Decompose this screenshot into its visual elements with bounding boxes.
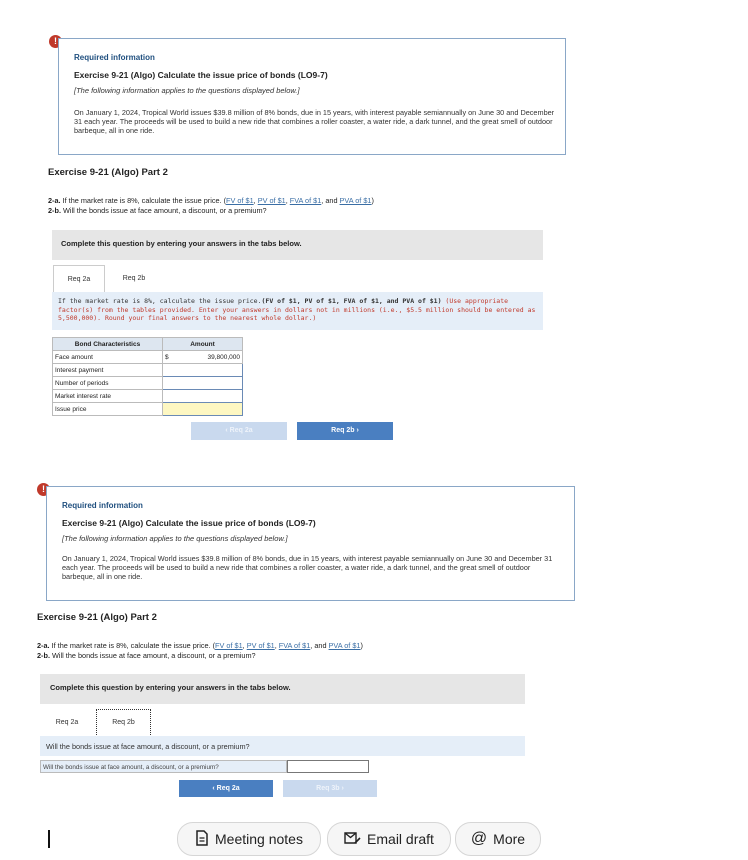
complete-bar bbox=[52, 230, 543, 260]
pva-link[interactable]: PVA of $1 bbox=[328, 641, 361, 650]
problem-text: On January 1, 2024, Tropical World issues $39.8 million of 8% bonds, due in 15 years, with interest payable semiannually on June 30 and December 31 each year. The proceeds will be used to build a new ride that combines a roller coaster, a water ride, a dark tunnel, and the great smell of outdoor barbeque, all in one ride. bbox=[62, 554, 553, 581]
email-edit-icon bbox=[344, 831, 361, 848]
instruction-panel bbox=[52, 292, 543, 330]
info-note: [The following information applies to the questions displayed below.] bbox=[74, 86, 300, 95]
question-2b: 2-b. Will the bonds issue at face amount, a discount, or a premium? bbox=[37, 651, 256, 660]
fva-link[interactable]: FVA of $1 bbox=[278, 641, 311, 650]
dropdown-label: Will the bonds issue at face amount, a discount, or a premium? bbox=[40, 760, 287, 773]
issue-price-input[interactable] bbox=[163, 403, 243, 416]
table-row bbox=[53, 364, 243, 377]
table-row bbox=[53, 377, 243, 390]
row-label: Number of periods bbox=[53, 377, 163, 390]
required-info-box bbox=[58, 38, 566, 155]
next-req-button[interactable]: Req 3b › bbox=[283, 780, 377, 797]
alert-icon: ! bbox=[37, 483, 50, 496]
prev-req-button[interactable]: ‹ Req 2a bbox=[179, 780, 273, 797]
row-label: Issue price bbox=[53, 403, 163, 416]
tab-req-2a[interactable]: Req 2a bbox=[55, 719, 79, 726]
complete-bar-text: Complete this question by entering your answers in the tabs below. bbox=[61, 239, 302, 248]
fv-link[interactable]: FV of $1 bbox=[226, 196, 254, 205]
more-button[interactable]: @ More bbox=[455, 822, 541, 856]
face-amount-value: 39,800,000 bbox=[179, 351, 243, 364]
answer-dropdown[interactable] bbox=[287, 760, 369, 773]
row-label: Market interest rate bbox=[53, 390, 163, 403]
chevron-left-icon: ‹ bbox=[212, 785, 215, 792]
info-note: [The following information applies to the questions displayed below.] bbox=[62, 534, 288, 543]
next-req-button[interactable]: Req 2b › bbox=[297, 422, 393, 440]
complete-bar bbox=[40, 674, 525, 704]
chevron-right-icon: › bbox=[356, 427, 359, 434]
chevron-left-icon: ‹ bbox=[225, 427, 228, 434]
pva-link[interactable]: PVA of $1 bbox=[339, 196, 372, 205]
at-sign-icon: @ bbox=[470, 830, 488, 847]
part-title: Exercise 9-21 (Algo) Part 2 bbox=[48, 167, 168, 178]
pv-link[interactable]: PV of $1 bbox=[257, 196, 286, 205]
tab-req-2a[interactable]: Req 2a bbox=[53, 265, 105, 294]
alert-icon: ! bbox=[49, 35, 62, 48]
text-cursor bbox=[48, 830, 50, 848]
required-info-label: Required information bbox=[62, 501, 143, 510]
question-2a: 2-a. If the market rate is 8%, calculate the issue price. (FV of $1, PV of $1, FVA of $1, and PVA of $1) bbox=[37, 641, 363, 650]
instruction-text: If the market rate is 8%, calculate the issue price.(FV of $1, PV of $1, FVA of $1, and PVA of $1) (Use appropriate factor(s) from the tables provided. Enter your answers in dollars not in millions (i.e., $5.5 million should be entered as 5,500,000). Round your final answers to the nearest whole dollar.) bbox=[58, 297, 536, 322]
table-row bbox=[53, 390, 243, 403]
header-amount: Amount bbox=[163, 338, 243, 351]
header-bond-characteristics: Bond Characteristics bbox=[53, 338, 163, 351]
currency-symbol: $ bbox=[163, 351, 180, 364]
bond-table bbox=[52, 337, 243, 416]
problem-text: On January 1, 2024, Tropical World issues $39.8 million of 8% bonds, due in 15 years, with interest payable semiannually on June 30 and December 31 each year. The proceeds will be used to build a new ride that combines a roller coaster, a water ride, a dark tunnel, and the great smell of outdoor barbeque, all in one ride. bbox=[74, 108, 555, 135]
pv-link[interactable]: PV of $1 bbox=[246, 641, 275, 650]
complete-bar-text: Complete this question by entering your answers in the tabs below. bbox=[50, 683, 291, 692]
exercise-title: Exercise 9-21 (Algo) Calculate the issue price of bonds (LO9-7) bbox=[62, 518, 316, 528]
question-2b: 2-b. Will the bonds issue at face amount, a discount, or a premium? bbox=[48, 206, 267, 215]
market-interest-rate-input[interactable] bbox=[163, 390, 243, 403]
row-label: Interest payment bbox=[53, 364, 163, 377]
number-of-periods-input[interactable] bbox=[163, 377, 243, 390]
part-title: Exercise 9-21 (Algo) Part 2 bbox=[37, 612, 157, 623]
interest-payment-input[interactable] bbox=[163, 364, 243, 377]
exercise-title: Exercise 9-21 (Algo) Calculate the issue price of bonds (LO9-7) bbox=[74, 70, 328, 80]
required-info-label: Required information bbox=[74, 53, 155, 62]
table-row bbox=[53, 351, 243, 364]
tab-req-2b[interactable]: Req 2b bbox=[122, 275, 146, 282]
chevron-right-icon: › bbox=[341, 785, 344, 792]
meeting-notes-button[interactable]: Meeting notes bbox=[177, 822, 321, 856]
question-panel bbox=[40, 736, 525, 756]
row-label: Face amount bbox=[53, 351, 163, 364]
fva-link[interactable]: FVA of $1 bbox=[289, 196, 322, 205]
required-info-box bbox=[46, 486, 575, 601]
document-icon bbox=[195, 830, 209, 849]
question-text: Will the bonds issue at face amount, a discount, or a premium? bbox=[46, 742, 250, 751]
fv-link[interactable]: FV of $1 bbox=[215, 641, 243, 650]
tab-req-2b[interactable]: Req 2b bbox=[96, 709, 151, 737]
question-2a: 2-a. If the market rate is 8%, calculate the issue price. (FV of $1, PV of $1, FVA of $1, and PVA of $1) bbox=[48, 196, 374, 205]
table-row bbox=[53, 403, 243, 416]
email-draft-button[interactable]: Email draft bbox=[327, 822, 451, 856]
prev-req-button[interactable]: ‹ Req 2a bbox=[191, 422, 287, 440]
